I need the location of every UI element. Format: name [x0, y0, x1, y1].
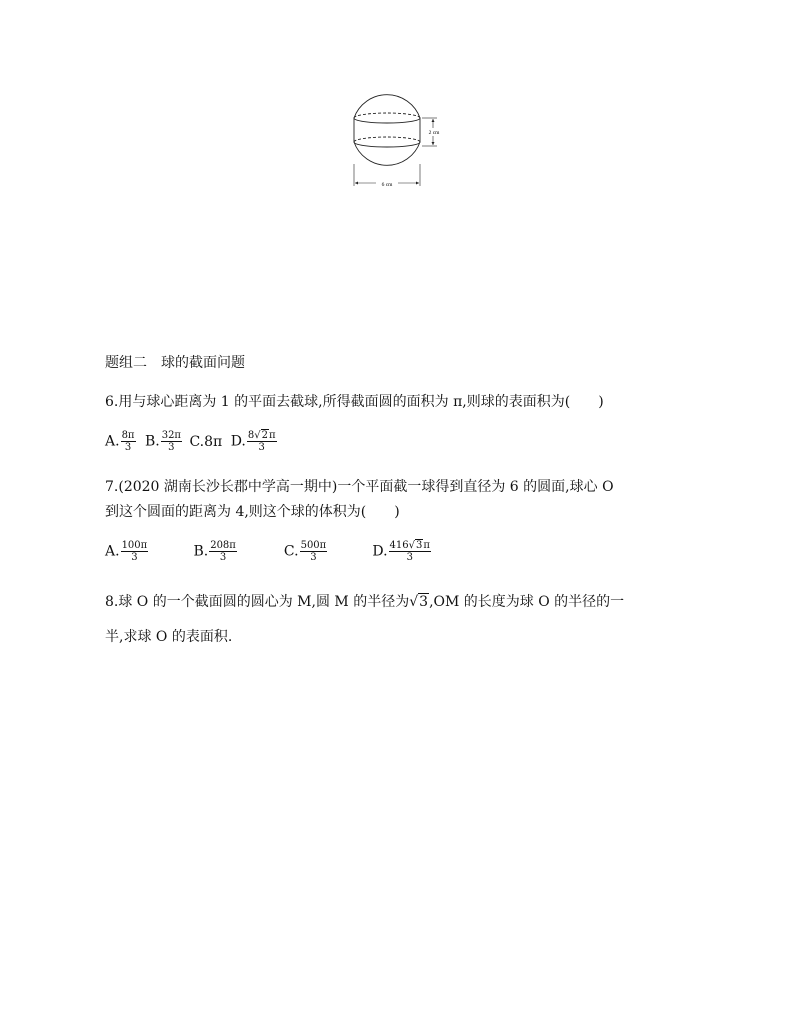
option-7b: B. $\frac{208\pi}{3}$	[193, 540, 236, 563]
option-6a: A. $\frac{8\pi}{3}$	[105, 430, 135, 453]
bottom-section-front	[354, 142, 420, 147]
question-6-text: 6.用与球心距离为 1 的平面去截球,所得截面圆的面积为 π,则球的表面积为(	[105, 394, 571, 410]
sphere-section-figure	[346, 84, 446, 194]
option-7d: D. $\frac{416√3\pi}{3}$	[372, 540, 430, 563]
height-label: 2 cm	[428, 130, 440, 136]
option-7a: A. $\frac{100\pi}{3}$	[105, 540, 148, 563]
question-7-line-1: 7.(2020 湖南长沙长郡中学高一期中)一个平面截一球得到直径为 6 的圆面,球心 O	[105, 479, 614, 495]
bottom-section-back	[354, 137, 420, 142]
question-7-line-2: 到这个圆面的距离为 4,则这个球的体积为( )	[105, 504, 400, 520]
question-6-options	[105, 430, 278, 453]
top-section-back	[354, 113, 420, 118]
width-label: 6 cm	[381, 182, 393, 188]
option-7c: C. $\frac{500\pi}{3}$	[283, 540, 327, 563]
section-title: 题组二 球的截面问题	[105, 355, 245, 371]
option-6c: C.8π	[189, 433, 223, 450]
option-6b: B. $\frac{32\pi}{3}$	[144, 430, 181, 453]
question-8-line-1: 8.球 O 的一个截面圆的圆心为 M,圆 M 的半径为√3,OM 的长度为球 O 的半径的一	[105, 594, 625, 610]
question-8-line-2: 半,求球 O 的表面积.	[105, 629, 233, 645]
option-6d: D. $\frac{8√2\pi}{3}$	[230, 430, 276, 453]
question-7-options	[105, 540, 432, 563]
question-6: 6.用与球心距离为 1 的平面去截球,所得截面圆的面积为 π,则球的表面积为( )	[105, 394, 604, 410]
top-section-front	[354, 118, 420, 123]
